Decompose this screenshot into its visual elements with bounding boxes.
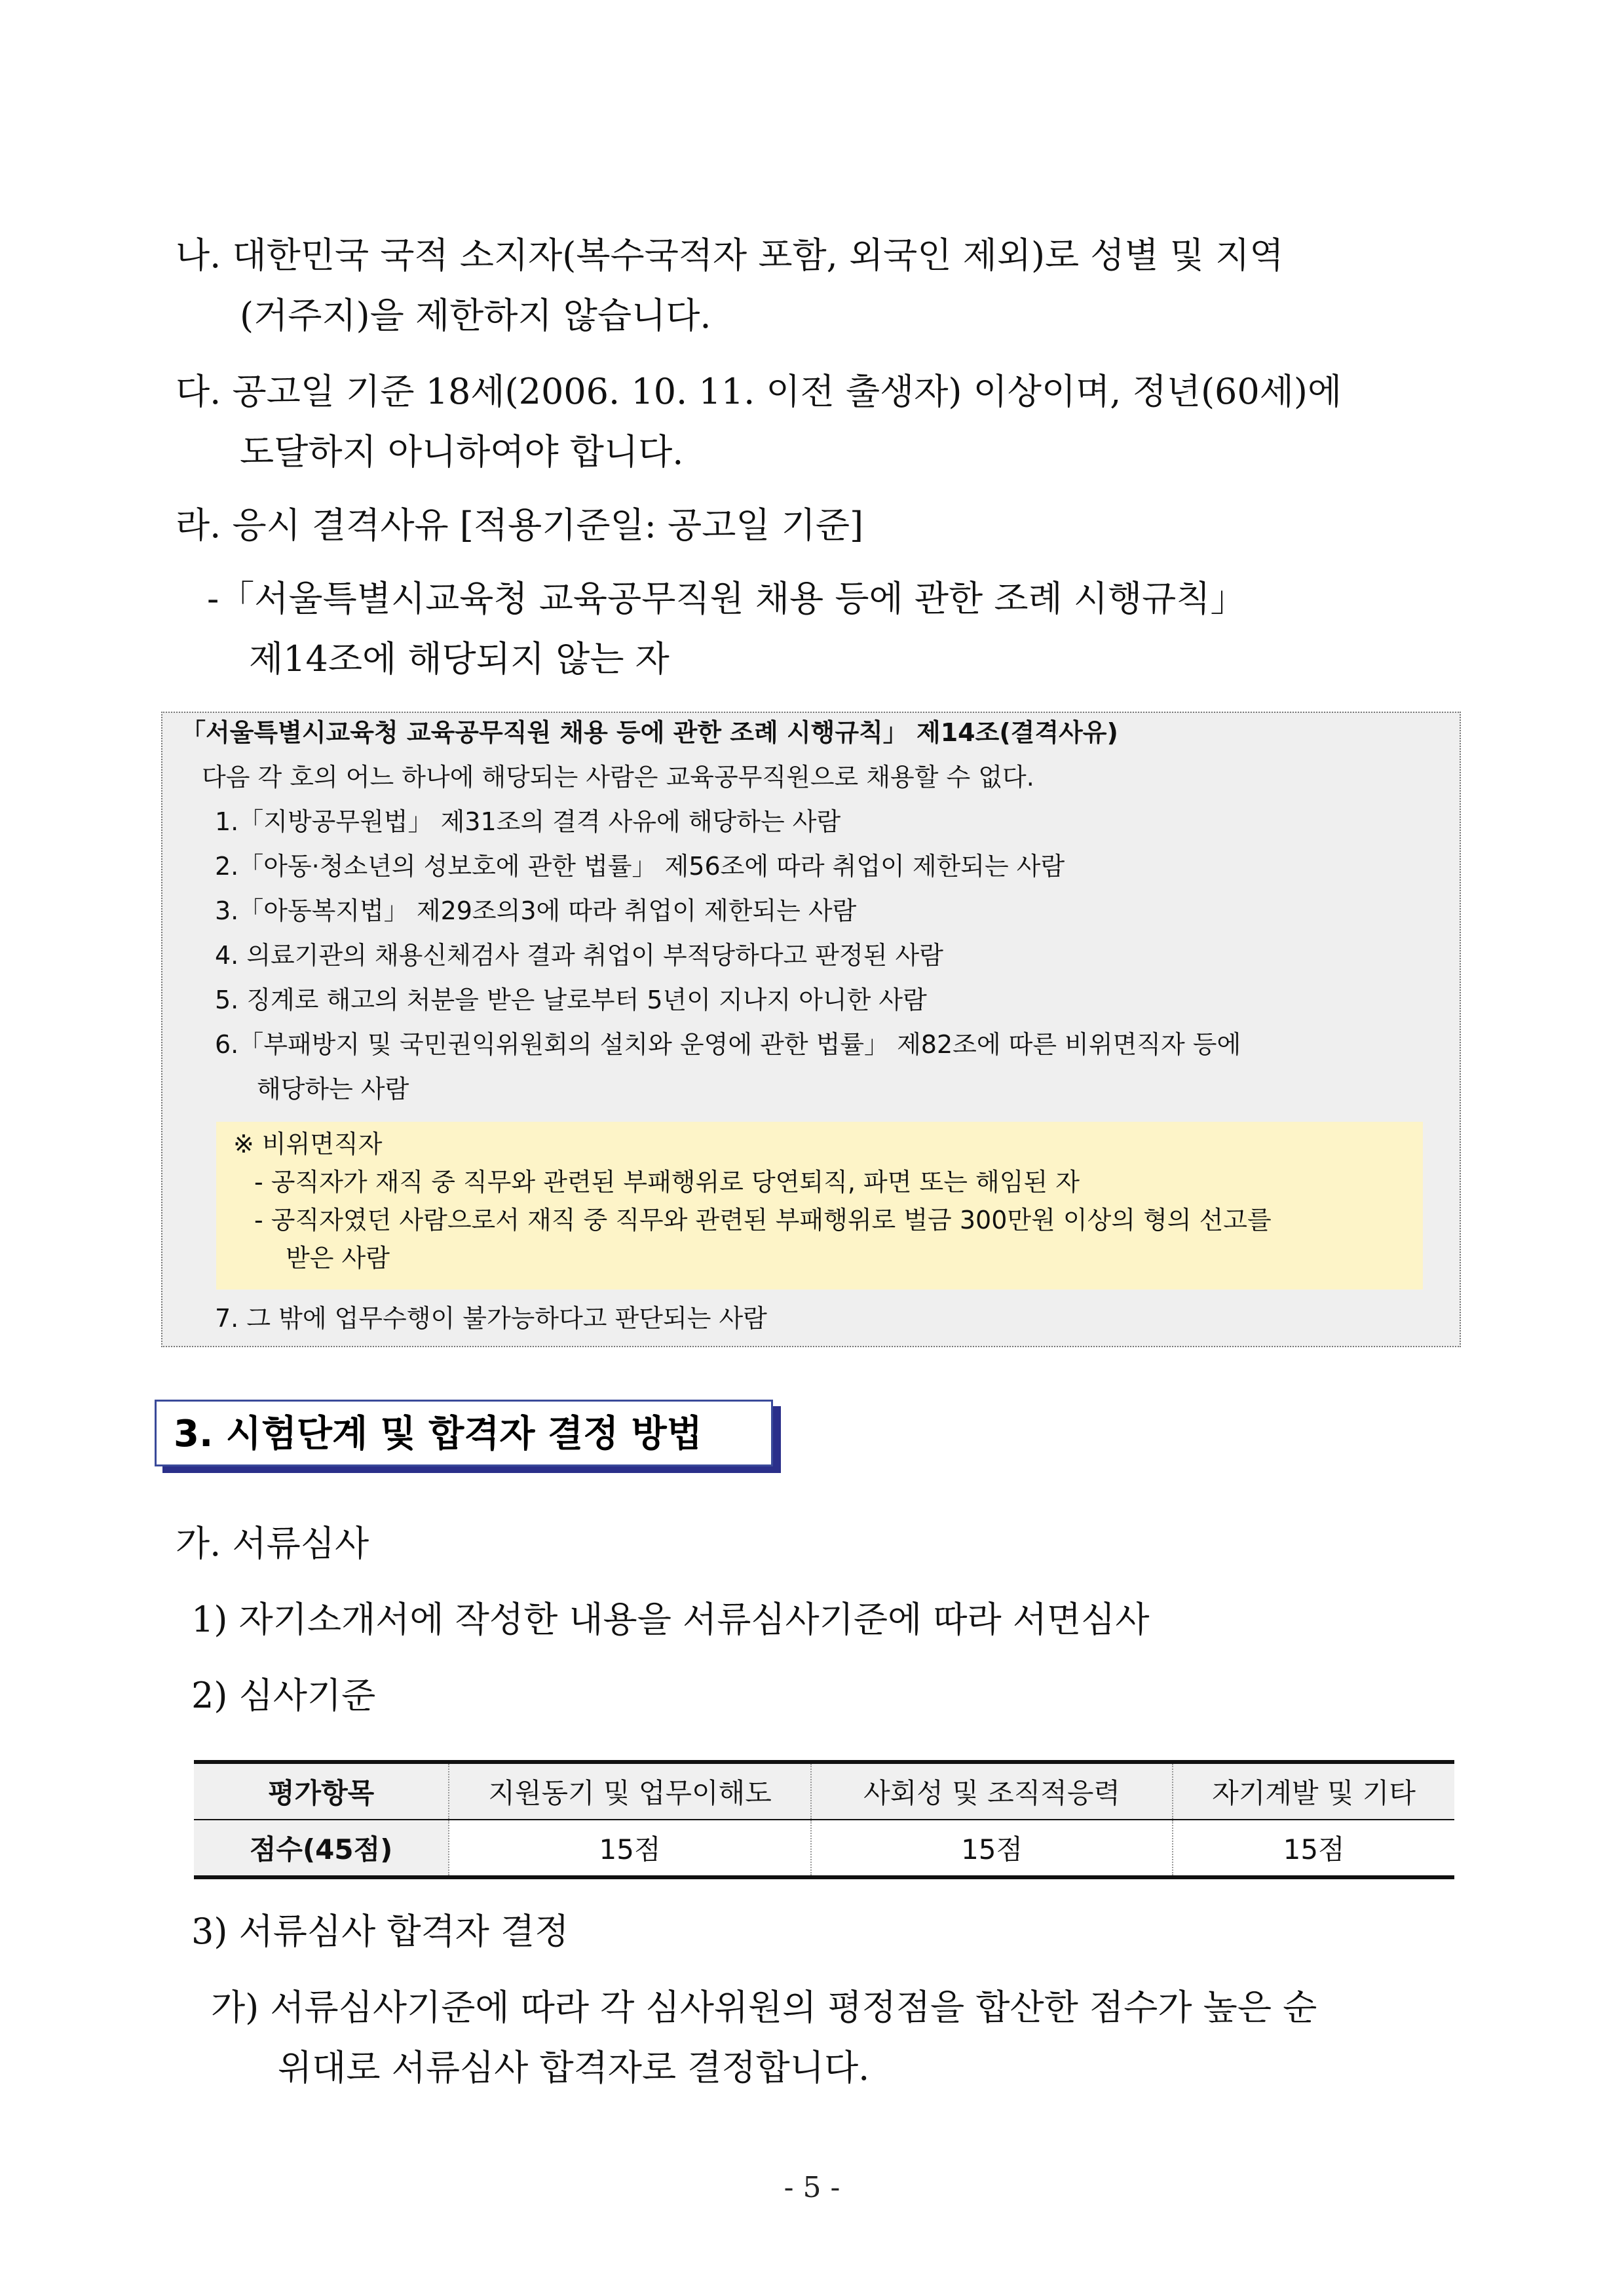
review-step-1: 1) 자기소개서에 작성한 내용을 서류심사기준에 따라 서면심사 bbox=[191, 1599, 1150, 1640]
review-step-2: 2) 심사기준 bbox=[191, 1675, 376, 1716]
eligibility-na-line1: 나. 대한민국 국적 소지자(복수국적자 포함, 외국인 제외)로 성별 및 지역 bbox=[176, 235, 1284, 276]
note-line: - 공직자였던 사람으로서 재직 중 직무와 관련된 부패행위로 벌금 300만원 이상의 형의 선고를 bbox=[254, 1206, 1272, 1234]
review-ga-line2: 위대로 서류심사 합격자로 결정합니다. bbox=[278, 2047, 870, 2088]
table-header-cell: 지원동기 및 업무이해도 bbox=[449, 1762, 811, 1820]
table-header-row bbox=[194, 1762, 1454, 1820]
law-box-item-continuation: 해당하는 사람 bbox=[257, 1075, 409, 1103]
eligibility-na-line2: (거주지)을 제한하지 않습니다. bbox=[240, 295, 711, 336]
law-box-title: 「서울특별시교육청 교육공무직원 채용 등에 관한 조례 시행규칙」 제14조(결격사유) bbox=[181, 718, 1118, 747]
law-box-item: 1.「지방공무원법」 제31조의 결격 사유에 해당하는 사람 bbox=[215, 807, 841, 836]
eligibility-da-line2: 도달하지 아니하여야 합니다. bbox=[240, 431, 684, 472]
note-line: - 공직자가 재직 중 직무와 관련된 부패행위로 당연퇴직, 파면 또는 해임된 자 bbox=[254, 1168, 1080, 1196]
section-header bbox=[155, 1400, 773, 1466]
eligibility-ra-line: 라. 응시 결격사유 [적용기준일: 공고일 기준] bbox=[176, 505, 864, 546]
table-header-cell: 사회성 및 조직적응력 bbox=[811, 1762, 1173, 1820]
evaluation-criteria-table bbox=[194, 1760, 1454, 1879]
review-ga-line1: 가) 서류심사기준에 따라 각 심사위원의 평정점을 합산한 점수가 높은 순 bbox=[211, 1987, 1317, 2028]
law-box-item: 2.「아동·청소년의 성보호에 관한 법률」 제56조에 따라 취업이 제한되는 사람 bbox=[215, 852, 1065, 881]
table-cell: 15점 bbox=[811, 1820, 1173, 1877]
table-cell: 15점 bbox=[1173, 1820, 1454, 1877]
note-line: 받은 사람 bbox=[286, 1244, 390, 1272]
law-box-item: 3.「아동복지법」 제29조의3에 따라 취업이 제한되는 사람 bbox=[215, 896, 857, 925]
law-box-item: 7. 그 밖에 업무수행이 불가능하다고 판단되는 사람 bbox=[215, 1304, 767, 1333]
review-heading: 가. 서류심사 bbox=[176, 1523, 369, 1564]
review-step-3: 3) 서류심사 합격자 결정 bbox=[191, 1911, 569, 1952]
table-header-cell: 자기계발 및 기타 bbox=[1173, 1762, 1454, 1820]
law-box-intro: 다음 각 호의 어느 하나에 해당되는 사람은 교육공무직원으로 채용할 수 없다. bbox=[202, 763, 1034, 792]
eligibility-dash-line1: -「서울특별시교육청 교육공무직원 채용 등에 관한 조례 시행규칙」 bbox=[207, 578, 1246, 619]
law-box-item: 6.「부패방지 및 국민권익위원회의 설치와 운영에 관한 법률」 제82조에 따른 비위면직자 등에 bbox=[215, 1030, 1241, 1059]
section-title: 3. 시험단계 및 합격자 결정 방법 bbox=[174, 1413, 702, 1455]
law-box-item: 5. 징계로 해고의 처분을 받은 날로부터 5년이 지나지 아니한 사람 bbox=[215, 985, 927, 1014]
note-title: ※ 비위면직자 bbox=[233, 1130, 383, 1158]
page-number: - 5 - bbox=[784, 2171, 840, 2204]
law-box-item: 4. 의료기관의 채용신체검사 결과 취업이 부적당하다고 판정된 사람 bbox=[215, 941, 943, 970]
table-row bbox=[194, 1820, 1454, 1877]
table-header-cell: 평가항목 bbox=[194, 1762, 449, 1820]
table-cell: 15점 bbox=[449, 1820, 811, 1877]
eligibility-dash-line2: 제14조에 해당되지 않는 자 bbox=[249, 638, 670, 679]
eligibility-da-line1: 다. 공고일 기준 18세(2006. 10. 11. 이전 출생자) 이상이며, 정년(60세)에 bbox=[176, 371, 1342, 412]
table-row-label: 점수(45점) bbox=[194, 1820, 449, 1877]
